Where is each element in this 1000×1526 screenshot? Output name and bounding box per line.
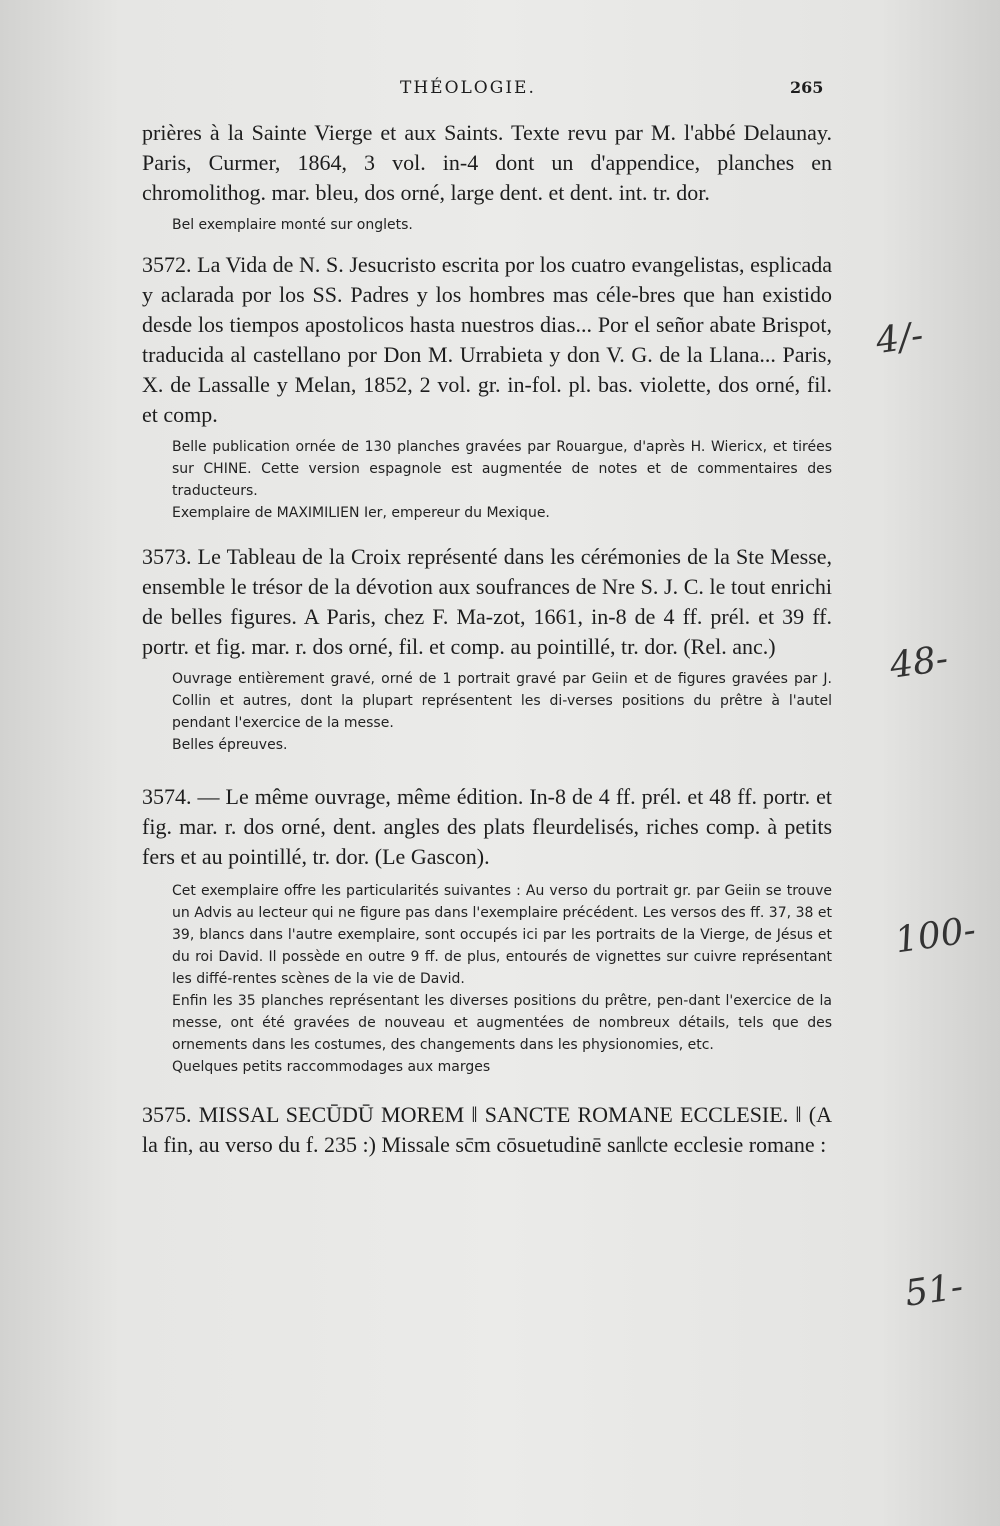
catalog-entry-3573 [142,542,832,756]
entry-note: Belles épreuves. [172,737,288,753]
entry-description: — Le même ouvrage, même édition. In-8 de 4 ff. prél. et 48 ff. portr. et fig. mar. r. dos orné, dent. angles des plats fleurdelisés, riches comp. à petits fers et au pointillé, tr. dor. (Le Gascon). [142,784,832,869]
entry-note: Exemplaire de MAXIMILIEN Ier, empereur du Mexique. [172,505,550,521]
entry-number: 3572. [142,252,192,277]
entry-note: Bel exemplaire monté sur onglets. [172,217,413,233]
header-title: THÉOLOGIE. [400,78,536,98]
entry-number: 3573. [142,544,192,569]
catalog-entry-3574 [142,782,832,1078]
entry-text: prières à la Sainte Vierge et aux Saints. Texte revu par M. l'abbé Delaunay. Paris, Curmer, 1864, 3 vol. in-4 dont un d'appendice, planches en chromolithog. mar. bleu, dos orné, large dent. et dent. int. tr. dor. [142,120,832,205]
entry-description: Le Tableau de la Croix représenté dans les cérémonies de la Ste Messe, ensemble le trésor de la dévotion aux soufrances de Nre S. J. C. le tout enrichi de belles figures. A Paris, chez F. Ma-zot, 1661, in-8 de 4 ff. prél. et 39 ff. portr. et fig. mar. r. dos orné, fil. et comp. au pointillé, tr. dor. (Rel. anc.) [142,544,833,659]
continuation-entry [142,118,832,236]
handwritten-price: 100- [892,909,979,962]
entry-text [142,542,832,662]
entry-note: Quelques petits raccommodages aux marges [172,1059,491,1075]
catalog-body [142,118,832,1160]
handwritten-price: 48- [887,638,951,687]
entry-number: 3575. [142,1102,192,1127]
entry-note: Cet exemplaire offre les particularités suivantes : Au verso du portrait gr. par Geiin se trouve un Advis au lecteur qui ne figure pas dans l'exemplaire précédent. Les versos des ff. 37, 38 et 39, blancs dans l'autre exemplaire, sont occupés ici par les portraits de la Vierge, de Jésus et du roi David. Il possède en outre 9 ff. de plus, entourés de vignettes sur cuivre représentant les diffé-rentes scènes de la vie de David. [172,883,832,987]
handwritten-price: 4/- [873,314,926,363]
page-number: 265 [790,78,824,97]
entry-note: Belle publication ornée de 130 planches gravées par Rouargue, d'après H. Wiericx, et tirées sur CHINE. Cette version espagnole est augmentée de notes et de commentaires des traducteurs. [172,439,832,499]
entry-number: 3574. [142,784,192,809]
entry-description: MISSAL SECŪDŪ MOREM ‖ SANCTE ROMANE ECCLESIE. ‖ (A la fin, au verso du f. 235 :) Missale sc̄m cōsuetudinē san‖cte ecclesie romane : [142,1102,833,1157]
entry-note: Ouvrage entièrement gravé, orné de 1 portrait gravé par Geiin et de figures gravées par J. Collin et autres, dont la plupart représentent les di-verses positions du prêtre à l'autel pendant l'exercice de la messe. [172,671,832,731]
catalog-entry-3572 [142,250,832,524]
entry-text [142,250,832,430]
entry-description: La Vida de N. S. Jesucristo escrita por los cuatro evangelistas, esplicada y aclarada por los SS. Padres y los hombres mas céle-bres que han existido desde los tiempos apostolicos hasta nuestros dias... Por el señor abate Brispot, traducida al castellano por Don M. Urrabieta y don V. G. de la Llana... Paris, X. de Lassalle y Melan, 1852, 2 vol. gr. in-fol. pl. bas. violette, dos orné, fil. et comp. [142,252,833,427]
catalog-entry-3575 [142,1100,832,1160]
entry-text [142,782,832,872]
entry-note: Enfin les 35 planches représentant les diverses positions du prêtre, pen-dant l'exercice de la messe, ont été gravées de nouveau et augmentées de nombreux détails, tels que des ornements dans les costumes, des changements dans les physionomies, etc. [172,993,832,1053]
handwritten-price: 51- [902,1266,966,1315]
running-header [0,78,1000,108]
entry-text [142,1100,832,1160]
